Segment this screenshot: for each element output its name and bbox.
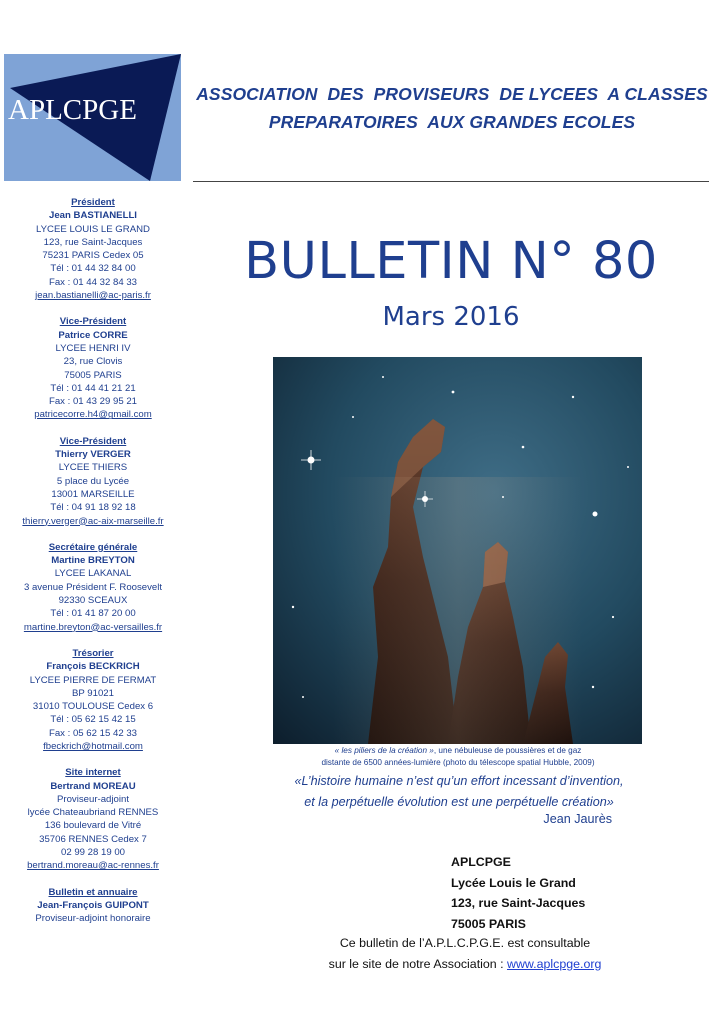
sidebar-contacts <box>0 196 186 939</box>
website-link[interactable]: www.aplcpge.org <box>507 956 602 971</box>
contact-role: Vice-Président <box>59 316 127 328</box>
contact-role: Trésorier <box>72 647 114 659</box>
bulletin-title: BULLETIN N° 80 <box>244 232 658 291</box>
quote-author: Jean Jaurès <box>543 812 612 826</box>
contact-role: Secrétaire générale <box>48 541 138 553</box>
contact-block <box>0 886 186 926</box>
caption-title: « les piliers de la création » <box>334 746 434 755</box>
contact-line: Fax : 05 62 15 42 33 <box>48 727 137 739</box>
footer-line2-prefix: sur le site de notre Association : <box>328 956 508 971</box>
contact-line: Tél : 01 44 32 84 00 <box>50 263 136 275</box>
address-line: APLCPGE <box>451 855 511 869</box>
contact-line: LYCEE HENRI IV <box>55 342 131 354</box>
contact-line: 75005 PARIS <box>64 369 122 381</box>
contact-email-link[interactable]: patricecorre.h4@gmail.com <box>34 409 152 421</box>
contact-email-link[interactable]: bertrand.moreau@ac-rennes.fr <box>27 860 159 872</box>
caption-text: , une nébuleuse de poussières et de gaz <box>433 746 582 755</box>
contact-name: Thierry VERGER <box>55 449 131 461</box>
contact-line: 35706 RENNES Cedex 7 <box>39 833 147 845</box>
contact-line: 5 place du Lycée <box>56 475 130 487</box>
contact-block <box>0 435 186 528</box>
aplcpge-logo <box>4 54 181 181</box>
contact-block <box>0 647 186 753</box>
contact-line: Proviseur-adjoint honoraire <box>35 913 151 925</box>
quote-line2: et la perpétuelle évolution est une perpétuelle création» <box>304 795 614 809</box>
contact-line: LYCEE PIERRE DE FERMAT <box>29 674 157 686</box>
contact-line: Tél : 05 62 15 42 15 <box>50 714 136 726</box>
footer-line1: Ce bulletin de l’A.P.L.C.P.G.E. est consultable <box>339 936 591 950</box>
contact-line: lycée Chateaubriand RENNES <box>27 807 159 819</box>
footer-note <box>280 933 650 974</box>
contact-line: Proviseur-adjoint <box>57 793 129 805</box>
contact-email-link[interactable]: thierry.verger@ac-aix-marseille.fr <box>22 515 164 527</box>
contact-line: Tél : 01 41 87 20 00 <box>50 608 136 620</box>
contact-role: Site internet <box>65 767 121 779</box>
association-title <box>193 80 711 136</box>
contact-name: Patrice CORRE <box>58 329 128 341</box>
caption-line2: distante de 6500 années-lumière (photo du télescope spatial Hubble, 2009) <box>321 757 595 767</box>
bulletin-date: Mars 2016 <box>382 302 520 332</box>
contact-name: Martine BREYTON <box>51 555 135 567</box>
contact-role: Bulletin et annuaire <box>48 886 138 898</box>
contact-line: 3 avenue Président F. Roosevelt <box>23 581 163 593</box>
quote-line1: «L’histoire humaine n’est qu’un effort incessant d’invention, <box>294 774 624 788</box>
contact-line: 92330 SCEAUX <box>58 595 128 607</box>
address-line: 75005 PARIS <box>451 916 526 931</box>
contact-role: Vice-Président <box>59 435 127 447</box>
contact-name: François BECKRICH <box>46 661 140 673</box>
contact-line: 123, rue Saint-Jacques <box>43 236 143 248</box>
contact-line: LYCEE LAKANAL <box>54 568 132 580</box>
contact-block <box>0 315 186 421</box>
association-title-line1: ASSOCIATION DES PROVISEURS DE LYCEES A CLASSES <box>196 84 708 104</box>
header-divider <box>193 181 709 182</box>
contact-block <box>0 541 186 634</box>
contact-email-link[interactable]: jean.bastianelli@ac-paris.fr <box>35 290 151 302</box>
contact-email-link[interactable]: martine.breyton@ac-versailles.fr <box>23 621 163 633</box>
contact-line: 31010 TOULOUSE Cedex 6 <box>32 701 154 713</box>
address-line: 123, rue Saint-Jacques <box>451 896 586 910</box>
contact-email-link[interactable]: fbeckrich@hotmail.com <box>43 740 143 752</box>
contact-line: 13001 MARSEILLE <box>51 488 135 500</box>
postal-address <box>451 852 585 934</box>
contact-role: Président <box>71 197 115 208</box>
logo-text: APLCPGE <box>8 94 137 126</box>
association-title-line2: PREPARATOIRES AUX GRANDES ECOLES <box>268 112 636 132</box>
nebula-photo <box>273 357 642 744</box>
contact-name: Jean BASTIANELLI <box>49 210 137 222</box>
contact-line: BP 91021 <box>72 687 114 699</box>
contact-line: 23, rue Clovis <box>63 356 123 368</box>
quote <box>273 771 645 813</box>
contact-line: 136 boulevard de Vitré <box>44 820 142 832</box>
contact-name: Bertrand MOREAU <box>50 780 136 792</box>
photo-caption <box>274 745 642 768</box>
contact-name: Jean-François GUIPONT <box>37 899 149 911</box>
contact-line: 02 99 28 19 00 <box>60 847 126 859</box>
address-line: Lycée Louis le Grand <box>451 875 576 890</box>
contact-line: LYCEE THIERS <box>58 462 128 474</box>
contact-line: 75231 PARIS Cedex 05 <box>42 250 144 262</box>
contact-line: LYCEE LOUIS LE GRAND <box>36 223 150 235</box>
contact-block <box>0 196 186 302</box>
contact-line: Tél : 04 91 18 92 18 <box>50 502 136 514</box>
contact-line: Fax : 01 43 29 95 21 <box>48 396 137 408</box>
contact-block <box>0 766 186 872</box>
contact-line: Tél : 01 44 41 21 21 <box>50 382 136 394</box>
contact-line: Fax : 01 44 32 84 33 <box>48 276 137 288</box>
